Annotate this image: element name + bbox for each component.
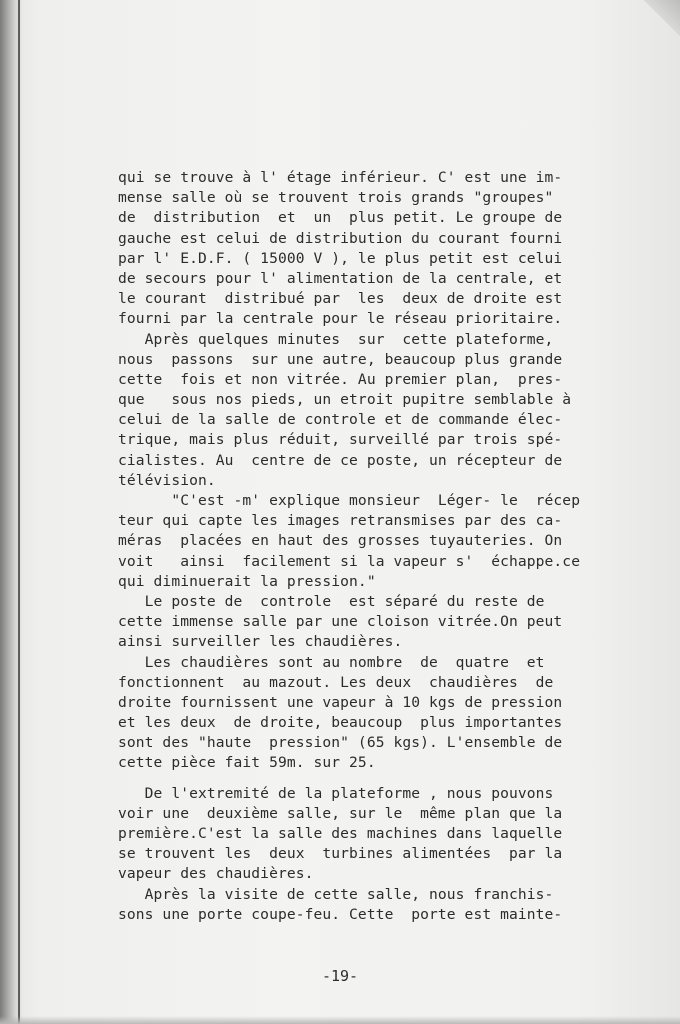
- text-line: voit ainsi facilement si la vapeur s' échappe.ce: [118, 552, 581, 570]
- text-line: et les deux de droite, beaucoup plus importantes: [118, 714, 563, 732]
- text-line: qui diminuerait la pression.": [118, 572, 376, 590]
- text-line: Après la visite de cette salle, nous franchis-: [118, 885, 554, 903]
- binding-edge: [18, 0, 20, 1024]
- text-line: Les chaudières sont au nombre de quatre et: [118, 653, 545, 671]
- text-line: sont des "haute pression" (65 kgs). L'ensemble de: [118, 734, 563, 752]
- text-line: vapeur des chaudières.: [118, 865, 314, 883]
- text-line: méras placées en haut des grosses tuyauteries. On: [118, 532, 563, 550]
- page-number: -19-: [321, 967, 359, 985]
- text-line: de distribution et un plus petit. Le groupe de: [118, 209, 563, 227]
- text-line: celui de la salle de controle et de commande élec-: [118, 411, 563, 429]
- text-line: fourni par la centrale pour le réseau prioritaire.: [118, 310, 563, 328]
- text-line: trique, mais plus réduit, surveillé par trois spé-: [118, 431, 563, 449]
- text-line: Après quelques minutes sur cette plateforme,: [118, 330, 554, 348]
- text-line: gauche est celui de distribution du courant fourni: [118, 229, 563, 247]
- text-line: De l'extremité de la plateforme , nous pouvons: [118, 784, 554, 802]
- text-line: cialistes. Au centre de ce poste, un récepteur de: [118, 451, 563, 469]
- text-line: mense salle où se trouvent trois grands "groupes": [118, 189, 554, 207]
- text-line: cette fois et non vitrée. Au premier plan, pres-: [118, 370, 563, 388]
- text-line: "C'est -m' explique monsieur Léger- le récep: [118, 492, 581, 509]
- text-line: qui se trouve à l' étage inférieur. C' est une im-: [118, 169, 563, 186]
- text-line: cette immense salle par une cloison vitrée.On peut: [118, 613, 563, 631]
- page-bottom-edge: [0, 1016, 680, 1024]
- page-corner-fold: [640, 0, 680, 40]
- paragraph-gap: [118, 774, 648, 784]
- text-line: de secours pour l' alimentation de la centrale, et: [118, 269, 563, 287]
- text-line: télévision.: [118, 471, 216, 489]
- text-line: première.C'est la salle des machines dans laquelle: [118, 825, 563, 842]
- text-line: voir une deuxième salle, sur le même plan que la: [118, 804, 563, 822]
- text-line: teur qui capte les images retransmises par des ca-: [118, 512, 563, 530]
- text-line: que sous nos pieds, un etroit pupitre semblable à: [118, 391, 572, 409]
- text-line: Le poste de controle est séparé du reste de: [118, 592, 545, 610]
- text-line: sons une porte coupe-feu. Cette porte est mainte-: [118, 905, 563, 923]
- text-line: par l' E.D.F. ( 15000 V ), le plus petit est celui: [118, 249, 563, 267]
- text-line: droite fournissent une vapeur à 10 kgs de pression: [118, 693, 563, 711]
- text-line: ainsi surveiller les chaudières.: [118, 633, 403, 651]
- text-line: fonctionnent au mazout. Les deux chaudières de: [118, 673, 554, 691]
- text-line: nous passons sur une autre, beaucoup plus grande: [118, 350, 563, 368]
- text-line: se trouvent les deux turbines alimentées par la: [118, 845, 563, 863]
- text-line: cette pièce fait 59m. sur 25.: [118, 754, 376, 772]
- text-line: le courant distribué par les deux de droite est: [118, 290, 563, 308]
- typewritten-text-block: [118, 168, 648, 925]
